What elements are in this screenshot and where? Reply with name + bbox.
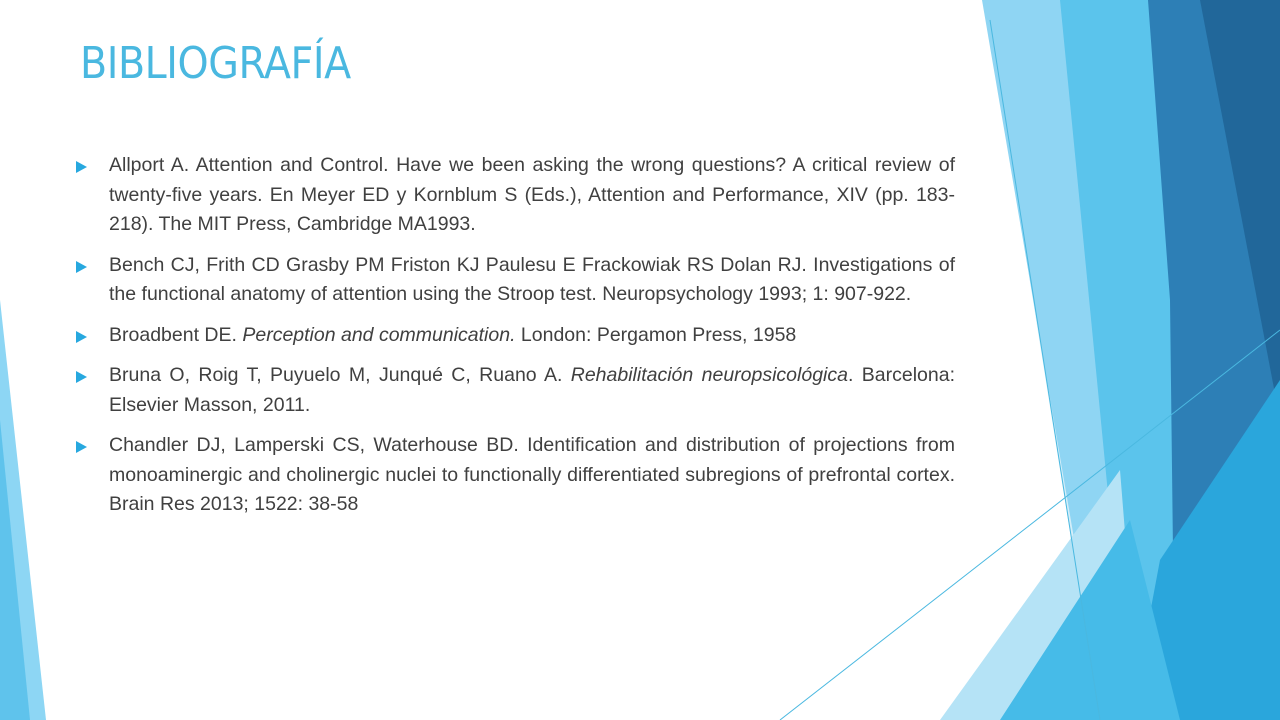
reference-list xyxy=(74,151,955,531)
list-item xyxy=(74,361,955,420)
triangle-right-icon xyxy=(76,371,87,383)
list-item xyxy=(74,151,955,240)
reference-title-italic: Rehabilitación neuropsicológica xyxy=(570,364,848,386)
reference-title-italic: Perception and communication. xyxy=(242,323,516,346)
triangle-right-icon xyxy=(76,331,87,343)
reference-text: . Barcelona: Elsevier Masson, 2011. xyxy=(109,364,955,416)
reference-text: Bench CJ, Frith CD Grasby PM Friston KJ Paulesu E Frackowiak RS Dolan RJ. Investigations of the functional anatomy of attention using the Stroop test. Neuropsychology 1993; 1: 907-922. xyxy=(109,253,955,305)
reference-text: London: Pergamon Press, 1958 xyxy=(515,323,797,346)
triangle-right-icon xyxy=(76,261,87,273)
triangle-right-icon xyxy=(76,161,87,173)
reference-text: Chandler DJ, Lamperski CS, Waterhouse BD. Identification and distribution of projections from monoaminergic and cholinergic nuclei to functionally differentiated subregions of prefrontal cortex. Brain Res 2013; 1522: 38-58 xyxy=(109,434,955,515)
reference-text: Broadbent DE. xyxy=(109,323,243,346)
reference-text: Allport A. Attention and Control. Have we been asking the wrong questions? A critical review of twenty-five years. En Meyer ED y Kornblum S (Eds.), Attention and Performance, XIV (pp. 183-218). The MIT Press, Cambridge MA1993. xyxy=(109,154,955,235)
list-item xyxy=(74,251,955,310)
list-item xyxy=(74,431,955,520)
page-title: BIBLIOGRAFÍA xyxy=(80,38,351,89)
reference-text: Bruna O, Roig T, Puyuelo M, Junqué C, Ruano A. xyxy=(109,364,571,386)
list-item xyxy=(74,321,955,351)
triangle-right-icon xyxy=(76,441,87,453)
